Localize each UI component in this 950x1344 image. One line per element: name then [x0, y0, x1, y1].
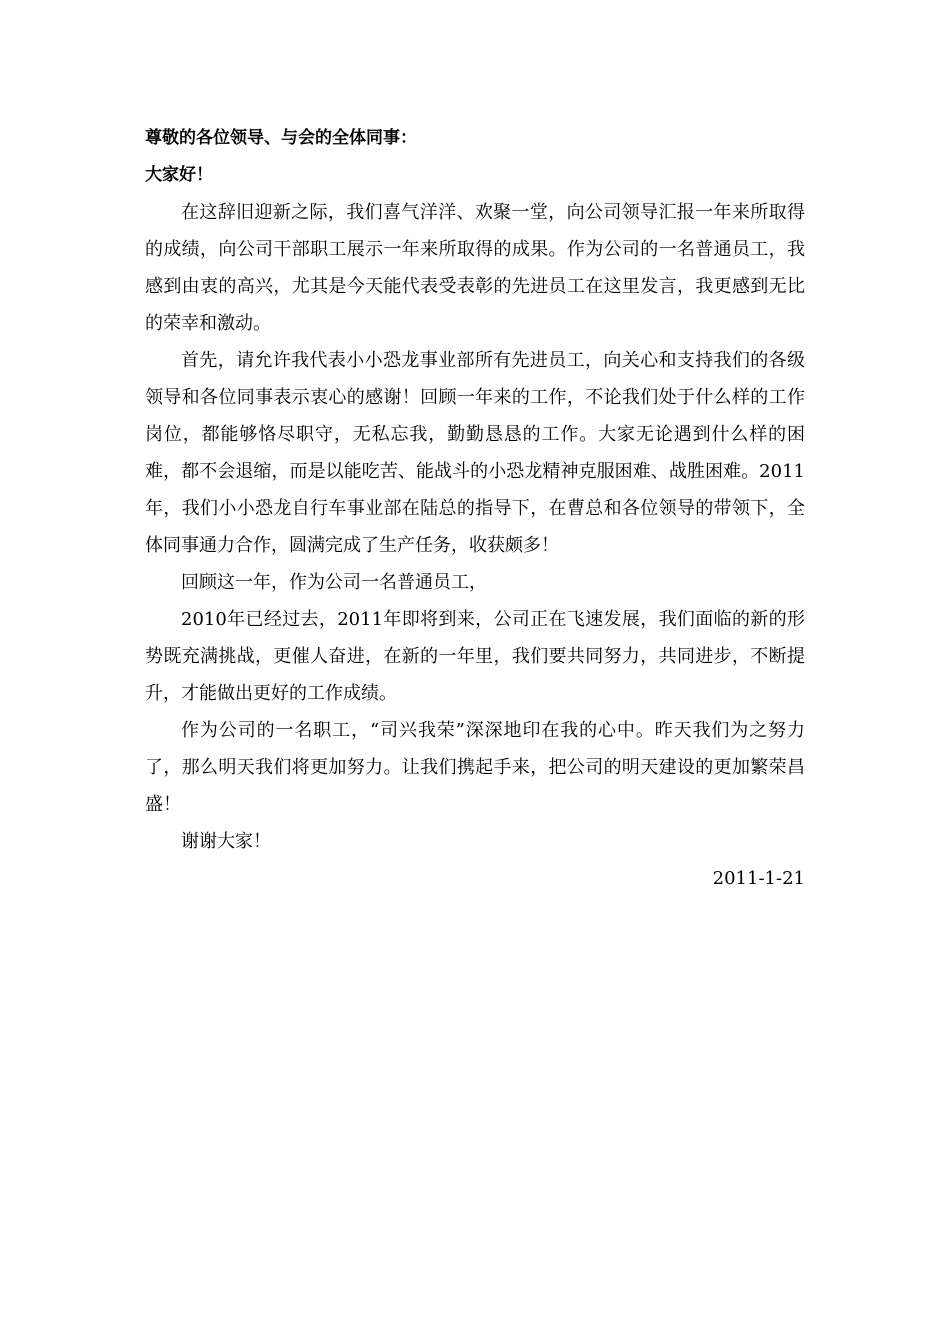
- paragraph-commitment: 作为公司的一名职工，“司兴我荣”深深地印在我的心中。昨天我们为之努力了，那么明天我们将更加努力。让我们携起手来，把公司的明天建设的更加繁荣昌盛！: [145, 720, 805, 815]
- paragraph-review: 回顾这一年，作为公司一名普通员工，: [181, 572, 487, 593]
- document-date: 2011-1-21: [712, 868, 805, 889]
- paragraph-opening: 在这辞旧迎新之际，我们喜气洋洋、欢聚一堂，向公司领导汇报一年来所取得的成绩，向公司干部职工展示一年来所取得的成果。作为公司的一名普通员工，我感到由衷的高兴，尤其是今天能代表受表彰的先进员工在这里发言，我更感到无比的荣幸和激动。: [145, 202, 805, 334]
- paragraph-closing: 谢谢大家！: [181, 831, 271, 852]
- salutation-line: 尊敬的各位领导、与会的全体同事：: [145, 128, 417, 148]
- speech-body: [145, 120, 805, 897]
- paragraph-outlook: 2010年已经过去，2011年即将到来，公司正在飞速发展，我们面临的新的形势既充满挑战，更催人奋进，在新的一年里，我们要共同努力，共同进步，不断提升，才能做出更好的工作成绩。: [145, 609, 805, 704]
- paragraph-thanks: 首先，请允许我代表小小恐龙事业部所有先进员工，向关心和支持我们的各级领导和各位同事表示衷心的感谢！回顾一年来的工作，不论我们处于什么样的工作岗位，都能够恪尽职守，无私忘我，勤勤恳恳的工作。大家无论遇到什么样的困难，都不会退缩，而是以能吃苦、能战斗的小恐龙精神克服困难、战胜困难。2011年，我们小小恐龙自行车事业部在陆总的指导下，在曹总和各位领导的带领下，全体同事通力合作，圆满完成了生产任务，收获颇多！: [145, 350, 805, 556]
- greeting-line: 大家好！: [145, 165, 213, 185]
